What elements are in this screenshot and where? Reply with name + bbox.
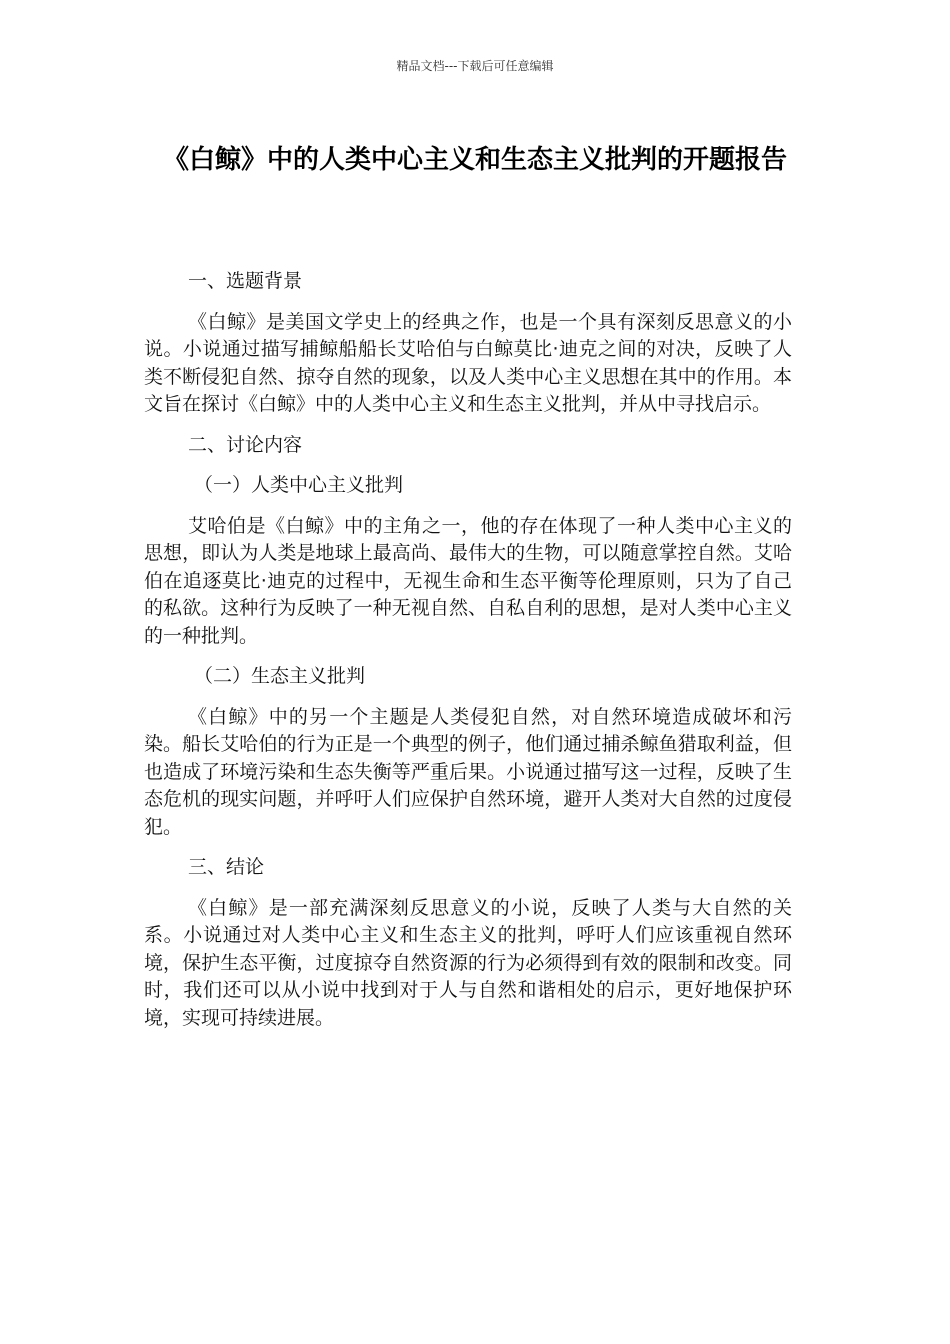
section-heading-discussion: 二、讨论内容 — [188, 433, 303, 456]
document-title: 《白鲸》中的人类中心主义和生态主义批判的开题报告 — [162, 145, 787, 175]
document-body — [144, 268, 792, 1045]
section-heading-background: 一、选题背景 — [188, 270, 303, 292]
paragraph-conclusion: 《白鲸》是一部充满深刻反思意义的小说，反映了人类与大自然的关系。小说通过对人类中心主义和生态主义的批判，呼吁人们应该重视自然环境，保护生态平衡，过度掠夺自然资源的行为必须得到有效的限制和改变。同时，我们还可以从小说中找到对于人与自然和谐相处的启示，更好地保护环境，实现可持续进展。 — [144, 896, 792, 1029]
subsection-heading-ecology: （二）生态主义批判 — [194, 665, 366, 687]
subsection-heading-anthropocentrism: （一）人类中心主义批判 — [194, 474, 404, 496]
header-note: 精品文档---下载后可任意编辑 — [396, 59, 554, 73]
paragraph-ecology: 《白鲸》中的另一个主题是人类侵犯自然，对自然环境造成破坏和污染。船长艾哈伯的行为正是一个典型的例子，他们通过捕杀鲸鱼猎取利益，但也造成了环境污染和生态失衡等严重后果。小说通过描写这一过程，反映了生态危机的现实问题，并呼吁人们应保护自然环境，避开人类对大自然的过度侵犯。 — [144, 705, 792, 838]
paragraph-background: 《白鲸》是美国文学史上的经典之作，也是一个具有深刻反思意义的小说。小说通过描写捕鲸船船长艾哈伯与白鲸莫比·迪克之间的对决，反映了人类不断侵犯自然、掠夺自然的现象，以及人类中心主义思想在其中的作用。本文旨在探讨《白鲸》中的人类中心主义和生态主义批判，并从中寻找启示。 — [144, 310, 792, 415]
paragraph-anthropocentrism: 艾哈伯是《白鲸》中的主角之一，他的存在体现了一种人类中心主义的思想，即认为人类是地球上最高尚、最伟大的生物，可以随意掌控自然。艾哈伯在追逐莫比·迪克的过程中，无视生命和生态平衡等伦理原则，只为了自己的私欲。这种行为反映了一种无视自然、自私自利的思想，是对人类中心主义的一种批判。 — [144, 514, 792, 647]
section-heading-conclusion: 三、结论 — [188, 856, 265, 878]
